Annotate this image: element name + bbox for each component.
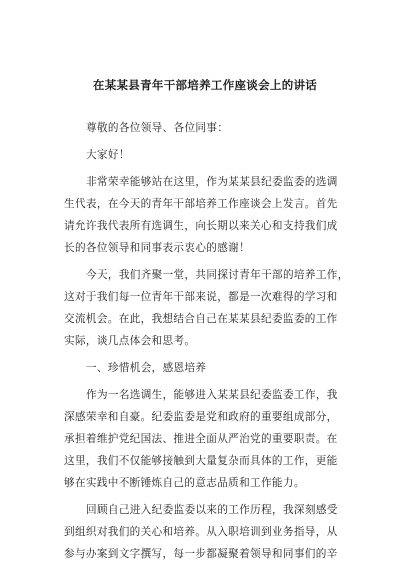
paragraph-line: 长的各位领导和同事表示衷心的感谢！ — [64, 242, 251, 254]
paragraph — [64, 357, 354, 379]
paragraph-spacer — [64, 565, 354, 570]
paragraph-line: 尊敬的各位领导、各位同事： — [86, 122, 229, 134]
paragraph-line: 非常荣幸能够站在这里，作为某某县纪委监委的选调 — [86, 176, 338, 188]
paragraph-line: 这里，我们不仅能够接触到大量复杂而具体的工作，更能 — [64, 455, 338, 467]
paragraph-line: 今天，我们齐聚一堂，共同探讨青年干部的培养工作， — [86, 269, 349, 281]
paragraph-line: 请允许我代表所有选调生，向长期以来关心和支持我们成 — [64, 220, 338, 232]
paragraph — [64, 117, 354, 139]
paragraph — [64, 264, 354, 352]
paragraph-line: 生代表，在今天的青年干部培养工作座谈会上发言。首先 — [64, 198, 338, 210]
paragraph-line: 回顾自己进入纪委监委以来的工作历程，我深刻感受 — [86, 504, 338, 516]
paragraph-line: 实际，谈几点体会和思考。 — [64, 335, 196, 347]
paragraph-line: 够在实践中不断锤炼自己的意志品质和工作能力。 — [64, 477, 305, 489]
paragraph — [64, 384, 354, 494]
paragraph-line: 参与办案到文字撰写，每一步都凝聚着领导和同事们的辛 — [64, 548, 338, 560]
paragraph — [64, 144, 354, 166]
paragraph-line: 大家好！ — [86, 149, 130, 161]
document-title: 在某某县青年干部培养工作座谈会上的讲话 — [92, 78, 318, 92]
paragraph-line: 一、珍惜机会，感恩培养 — [86, 362, 207, 374]
paragraph-line: 作为一名选调生，能够进入某某县纪委监委工作，我 — [86, 389, 338, 401]
paragraph-line: 深感荣幸和自豪。纪委监委是党和政府的重要组成部分， — [64, 411, 338, 423]
document-body — [64, 117, 354, 570]
paragraph — [64, 171, 354, 259]
paragraph-line: 交流机会。在此，我想结合自己在某某县纪委监委的工作 — [64, 313, 338, 325]
paragraph-line: 这对于我们每一位青年干部来说，都是一次难得的学习和 — [64, 291, 338, 303]
paragraph-line: 到组织对我们的关心和培养。从入职培训到业务指导，从 — [64, 526, 338, 538]
paragraph — [64, 499, 354, 565]
paragraph-line: 承担着维护党纪国法、推进全面从严治党的重要职责。在 — [64, 433, 338, 445]
